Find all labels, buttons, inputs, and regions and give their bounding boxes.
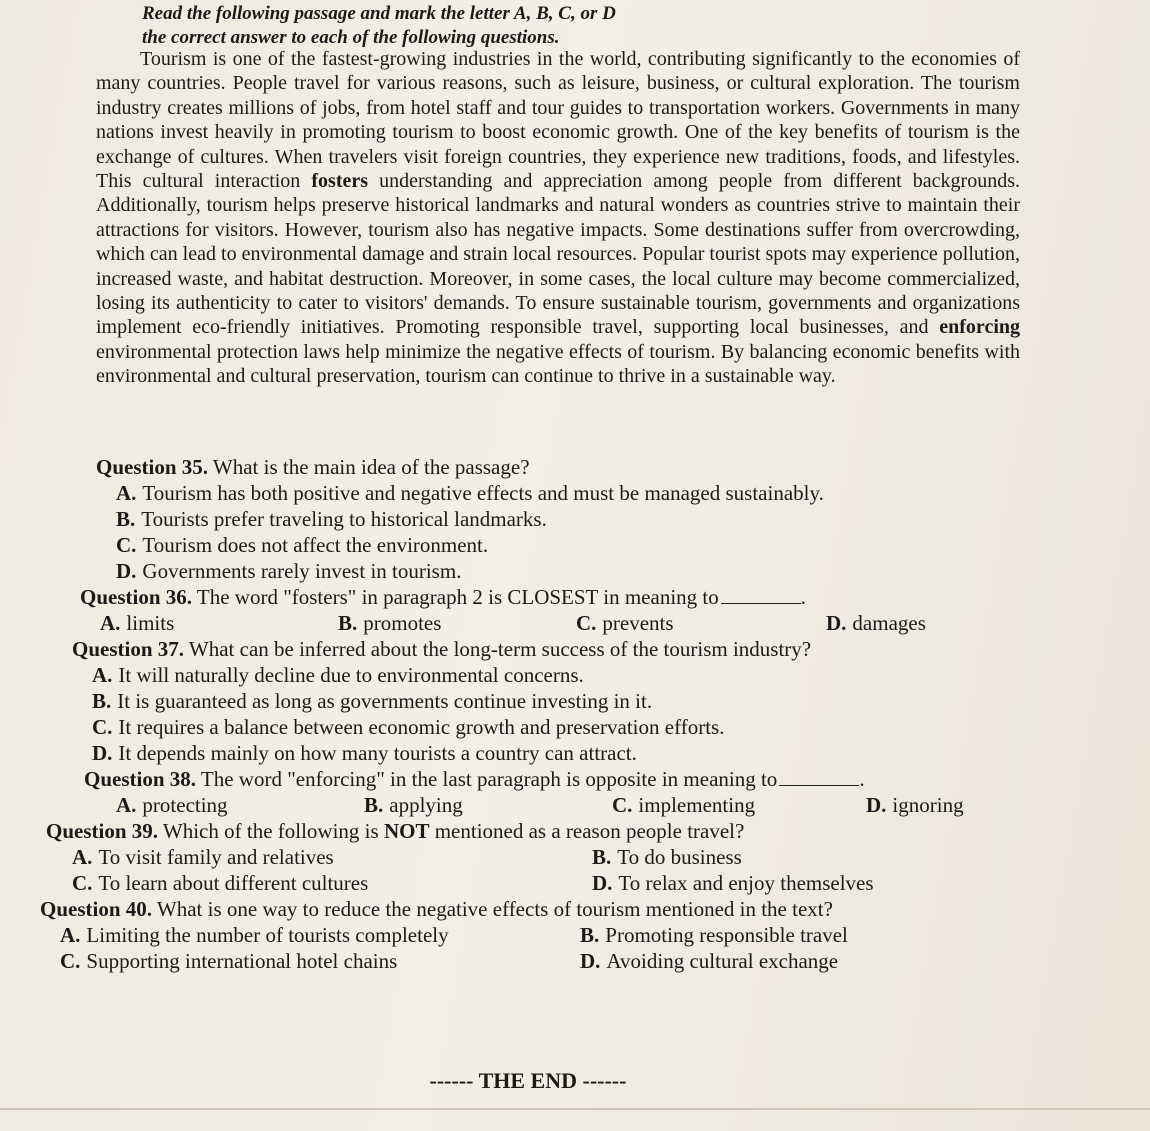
question-text: Which of the following is (162, 819, 379, 843)
option-b[interactable] (580, 922, 1020, 948)
option-letter: B. (580, 923, 600, 947)
option-a[interactable] (116, 792, 364, 818)
option-letter: A. (116, 793, 137, 817)
end-marker: ------ THE END ------ (429, 1068, 627, 1093)
passage-paragraph (96, 47, 1020, 389)
option-a[interactable] (72, 844, 592, 870)
option-text: damages (852, 611, 926, 635)
question-number: Question 36. (80, 585, 193, 609)
option-text: Tourism has both positive and negative effects and must be managed sustainably. (142, 481, 824, 505)
option-b[interactable] (338, 610, 576, 636)
question-stem: Question 36. The word "fosters" in paragraph 2 is CLOSEST in meaning to . (80, 585, 806, 609)
question-text: The word "fosters" in paragraph 2 is CLOSEST in meaning to (196, 585, 719, 609)
option-letter: D. (580, 949, 601, 973)
question-37 (72, 636, 1030, 766)
option-d[interactable] (592, 870, 1032, 896)
option-a[interactable] (100, 610, 338, 636)
option-letter: B. (116, 507, 136, 531)
option-text: protecting (142, 793, 228, 817)
question-36 (80, 584, 1030, 636)
option-letter: A. (72, 845, 93, 869)
option-letter: A. (116, 481, 137, 505)
option-b[interactable] (116, 506, 1030, 532)
option-list (72, 844, 1030, 896)
option-text: It is guaranteed as long as governments continue investing in it. (117, 689, 653, 713)
question-list (40, 454, 1030, 974)
question-number: Question 38. (84, 767, 197, 791)
option-text: It will naturally decline due to environmental concerns. (118, 663, 584, 687)
question-stem (72, 636, 1030, 662)
option-text: implementing (638, 793, 756, 817)
option-letter: C. (116, 533, 137, 557)
option-d[interactable] (92, 740, 1030, 766)
keyword-fosters: fosters (311, 170, 369, 193)
option-letter: A. (100, 611, 121, 635)
passage-text: environmental protection laws help minimize the negative effects of tourism. By balancing economic benefits with environmental and cultural preservation, tourism can continue to thrive in a sustainable way. (96, 340, 1020, 388)
option-d[interactable] (826, 610, 926, 636)
question-emphasis: NOT (383, 819, 430, 843)
question-text: The word "enforcing" in the last paragraph is opposite in meaning to (200, 767, 778, 791)
question-stem: Question 38. The word "enforcing" in the last paragraph is opposite in meaning to . (84, 767, 865, 791)
option-letter: C. (576, 611, 597, 635)
question-text: What can be inferred about the long-term success of the tourism industry? (188, 637, 812, 661)
option-letter: D. (92, 741, 113, 765)
option-b[interactable] (364, 792, 612, 818)
instruction-line-1: Read the following passage and mark the letter A, B, C, or D (142, 3, 616, 24)
option-d[interactable] (116, 558, 1030, 584)
reading-passage (96, 47, 1020, 389)
option-text: Tourists prefer traveling to historical landmarks. (141, 507, 547, 531)
option-c[interactable] (576, 610, 826, 636)
option-b[interactable] (92, 688, 1030, 714)
option-text: Tourism does not affect the environment. (142, 533, 489, 557)
question-stem (96, 454, 1030, 480)
option-letter: D. (592, 871, 613, 895)
answer-blank (779, 785, 859, 786)
option-c[interactable] (612, 792, 866, 818)
option-text: It depends mainly on how many tourists a country can attract. (118, 741, 637, 765)
option-text: Promoting responsible travel (605, 923, 848, 947)
option-letter: C. (612, 793, 633, 817)
option-b[interactable] (592, 844, 1032, 870)
option-text: Avoiding cultural exchange (606, 949, 839, 973)
option-list (60, 922, 1030, 974)
question-number: Question 37. (72, 637, 185, 661)
passage-text: Tourism is one of the fastest-growing industries in the world, contributing significantly to the economies of many countries. People travel for various reasons, such as leisure, business, or cultural exploration. The tourism industry creates millions of jobs, from hotel staff and tour guides to transportation workers. Governments in many nations invest heavily in promoting tourism to boost economic growth. One of the key benefits of tourism is the exchange of cultures. When travelers visit foreign countries, they experience new traditions, foods, and lifestyles. This cultural interaction (96, 48, 1020, 193)
option-letter: B. (92, 689, 112, 713)
question-text: mentioned as a reason people travel? (434, 819, 745, 843)
option-text: It requires a balance between economic growth and preservation efforts. (118, 715, 725, 739)
option-text: To relax and enjoy themselves (618, 871, 874, 895)
option-letter: A. (92, 663, 113, 687)
option-letter: B. (338, 611, 358, 635)
option-c[interactable] (116, 532, 1030, 558)
option-text: To do business (617, 845, 742, 869)
option-letter: D. (116, 559, 137, 583)
option-c[interactable] (60, 948, 580, 974)
option-a[interactable] (92, 662, 1030, 688)
option-letter: A. (60, 923, 81, 947)
instruction-line-2: the correct answer to each of the following questions. (142, 27, 560, 48)
option-text: To learn about different cultures (98, 871, 369, 895)
option-letter: D. (826, 611, 847, 635)
answer-blank (721, 603, 801, 604)
option-a[interactable] (60, 922, 580, 948)
option-list (116, 480, 1030, 584)
option-letter: B. (364, 793, 384, 817)
option-letter: B. (592, 845, 612, 869)
option-text: Supporting international hotel chains (86, 949, 398, 973)
keyword-enforcing: enforcing (939, 316, 1020, 339)
question-40 (40, 896, 1030, 974)
question-stem (46, 818, 1030, 844)
question-text: What is the main idea of the passage? (212, 455, 530, 479)
option-text: ignoring (892, 793, 964, 817)
question-number: Question 39. (46, 819, 159, 843)
option-c[interactable] (92, 714, 1030, 740)
option-text: To visit family and relatives (98, 845, 334, 869)
option-letter: C. (60, 949, 81, 973)
question-39 (46, 818, 1030, 896)
option-text: applying (389, 793, 463, 817)
option-letter: D. (866, 793, 887, 817)
question-text: What is one way to reduce the negative effects of tourism mentioned in the text? (156, 897, 833, 921)
question-38 (84, 766, 1030, 818)
question-stem (40, 896, 1030, 922)
option-text: Governments rarely invest in tourism. (142, 559, 462, 583)
question-35 (96, 454, 1030, 584)
option-d[interactable] (866, 792, 964, 818)
instructions (142, 2, 1022, 50)
option-list (92, 662, 1030, 766)
option-text: limits (126, 611, 175, 635)
passage-text: understanding and appreciation among people from different backgrounds. Additionally, tourism helps preserve historical landmarks and natural wonders as countries strive to maintain their attractions for visitors. However, tourism also has negative impacts. Some destinations suffer from overcrowding, which can lead to environmental damage and strain local resources. Popular tourist spots may experience pollution, increased waste, and habitat destruction. Moreover, in some cases, the local culture may become commercialized, losing its authenticity to cater to visitors' demands. To ensure sustainable tourism, governments and organizations implement eco-friendly initiatives. Promoting responsible travel, supporting local businesses, and (96, 170, 1020, 339)
option-letter: C. (72, 871, 93, 895)
option-text: Limiting the number of tourists completely (86, 923, 449, 947)
option-d[interactable] (580, 948, 1020, 974)
question-number: Question 40. (40, 897, 153, 921)
option-letter: C. (92, 715, 113, 739)
option-c[interactable] (72, 870, 592, 896)
option-list (100, 610, 1030, 636)
option-text: prevents (602, 611, 674, 635)
question-number: Question 35. (96, 455, 209, 479)
option-a[interactable] (116, 480, 1030, 506)
option-text: promotes (363, 611, 442, 635)
page-edge-divider (0, 1108, 1150, 1110)
option-list (116, 792, 1030, 818)
